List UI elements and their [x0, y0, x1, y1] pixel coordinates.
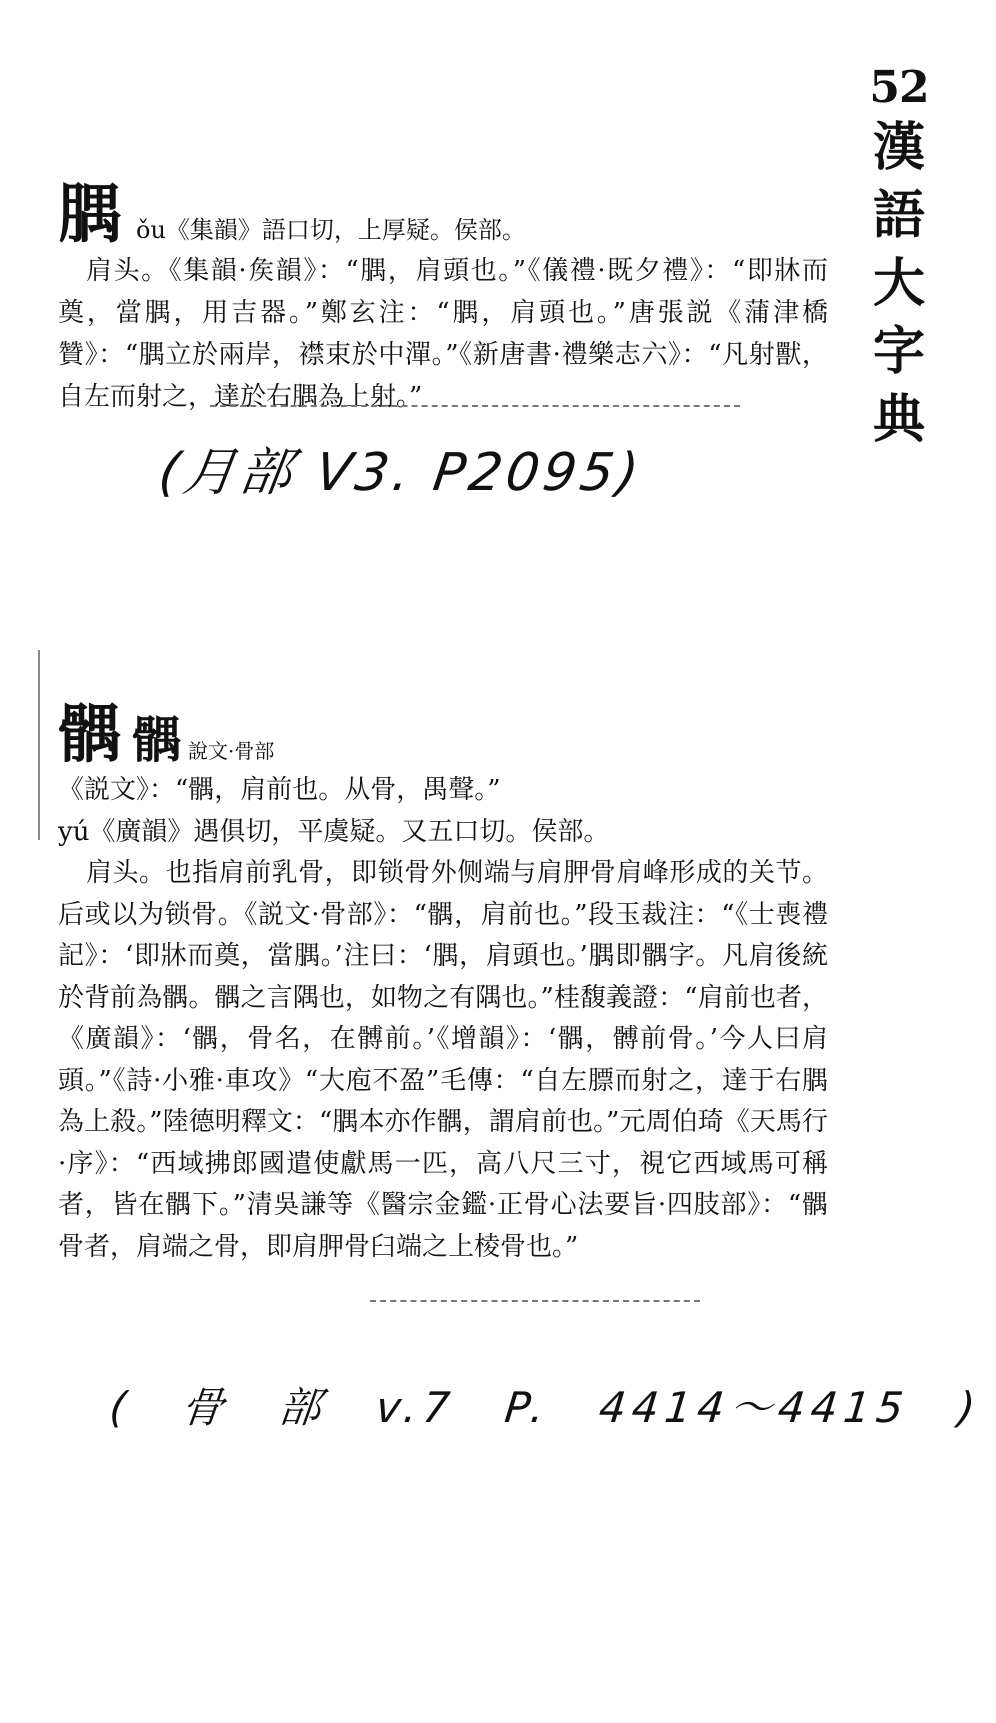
headword: 髃 [58, 697, 122, 772]
dotted-divider [210, 405, 740, 407]
title-char: 典 [872, 389, 925, 450]
title-char: 大 [872, 253, 925, 314]
entry-header [58, 177, 828, 252]
page-number: 52 [869, 62, 929, 113]
definition-text: 肩头。也指肩前乳骨，即锁骨外侧端与肩胛骨肩峰形成的关节。后或以为锁骨。《説文·骨部》：“髃，肩前也。”段玉裁注：“《士喪禮記》：‘即牀而奠，當腢。’注曰：‘腢，肩頭也。’腢即髃字。凡肩後統於背前為髃。髃之言隅也，如物之有隅也。”桂馥義證：“肩前也者，《廣韻》：‘髃，骨名，在髆前。’《增韻》：‘髃，髆前骨。’今人曰肩頭。”《詩·小雅·車攻》“大庖不盈”毛傳：“自左膘而射之，達于右腢為上殺。”陸德明釋文：“腢本亦作髃，謂肩前也。”元周伯琦《天馬行·序》：“西域拂郎國遣使獻馬一匹，高八尺三寸，視它西域馬可稱者，皆在髃下。”清吳謙等《醫宗金鑑·正骨心法要旨·四肢部》：“髃骨者，肩端之骨，即肩胛骨臼端之上棱骨也。” [58, 858, 828, 1262]
dictionary-title-column [853, 62, 945, 454]
entry-header [58, 697, 828, 772]
seal-source-label: 說文·骨部 [188, 739, 275, 763]
entry-ou [58, 177, 828, 418]
pronunciation-line: ǒu《集韻》語口切，上厚疑。侯部。 [136, 216, 526, 244]
dotted-divider [370, 1300, 700, 1302]
shuowen-citation: 《説文》：“髃，肩前也。从骨，禺聲。” [58, 775, 501, 805]
title-char: 語 [872, 185, 925, 246]
headword: 腢 [58, 177, 122, 252]
margin-mark [38, 650, 40, 840]
entry-yu [58, 697, 828, 1268]
dictionary-title [853, 114, 945, 454]
definition-text: 肩头。《集韻·矦韻》：“腢，肩頭也。”《儀禮·既夕禮》：“即牀而奠，當腢，用吉器。”鄭玄注：“腢，肩頭也。”唐張説《蒲津橋贊》：“腢立於兩岸，襟束於中潬。”《新唐書·禮樂志六》：“凡射獸，自左而射之，達於右腢為上射。” [58, 256, 828, 412]
title-char: 字 [872, 321, 925, 382]
title-char: 漢 [872, 117, 925, 178]
seal-script-glyph: 髃 [132, 710, 178, 769]
handwritten-reference-note: (月部 V3. P2095) [155, 443, 646, 503]
pronunciation-line: yú《廣韻》遇俱切，平虞疑。又五口切。侯部。 [58, 816, 610, 847]
handwritten-reference-note: ( 骨 部 v.7 P. 4414～4415 ) [107, 1383, 984, 1432]
